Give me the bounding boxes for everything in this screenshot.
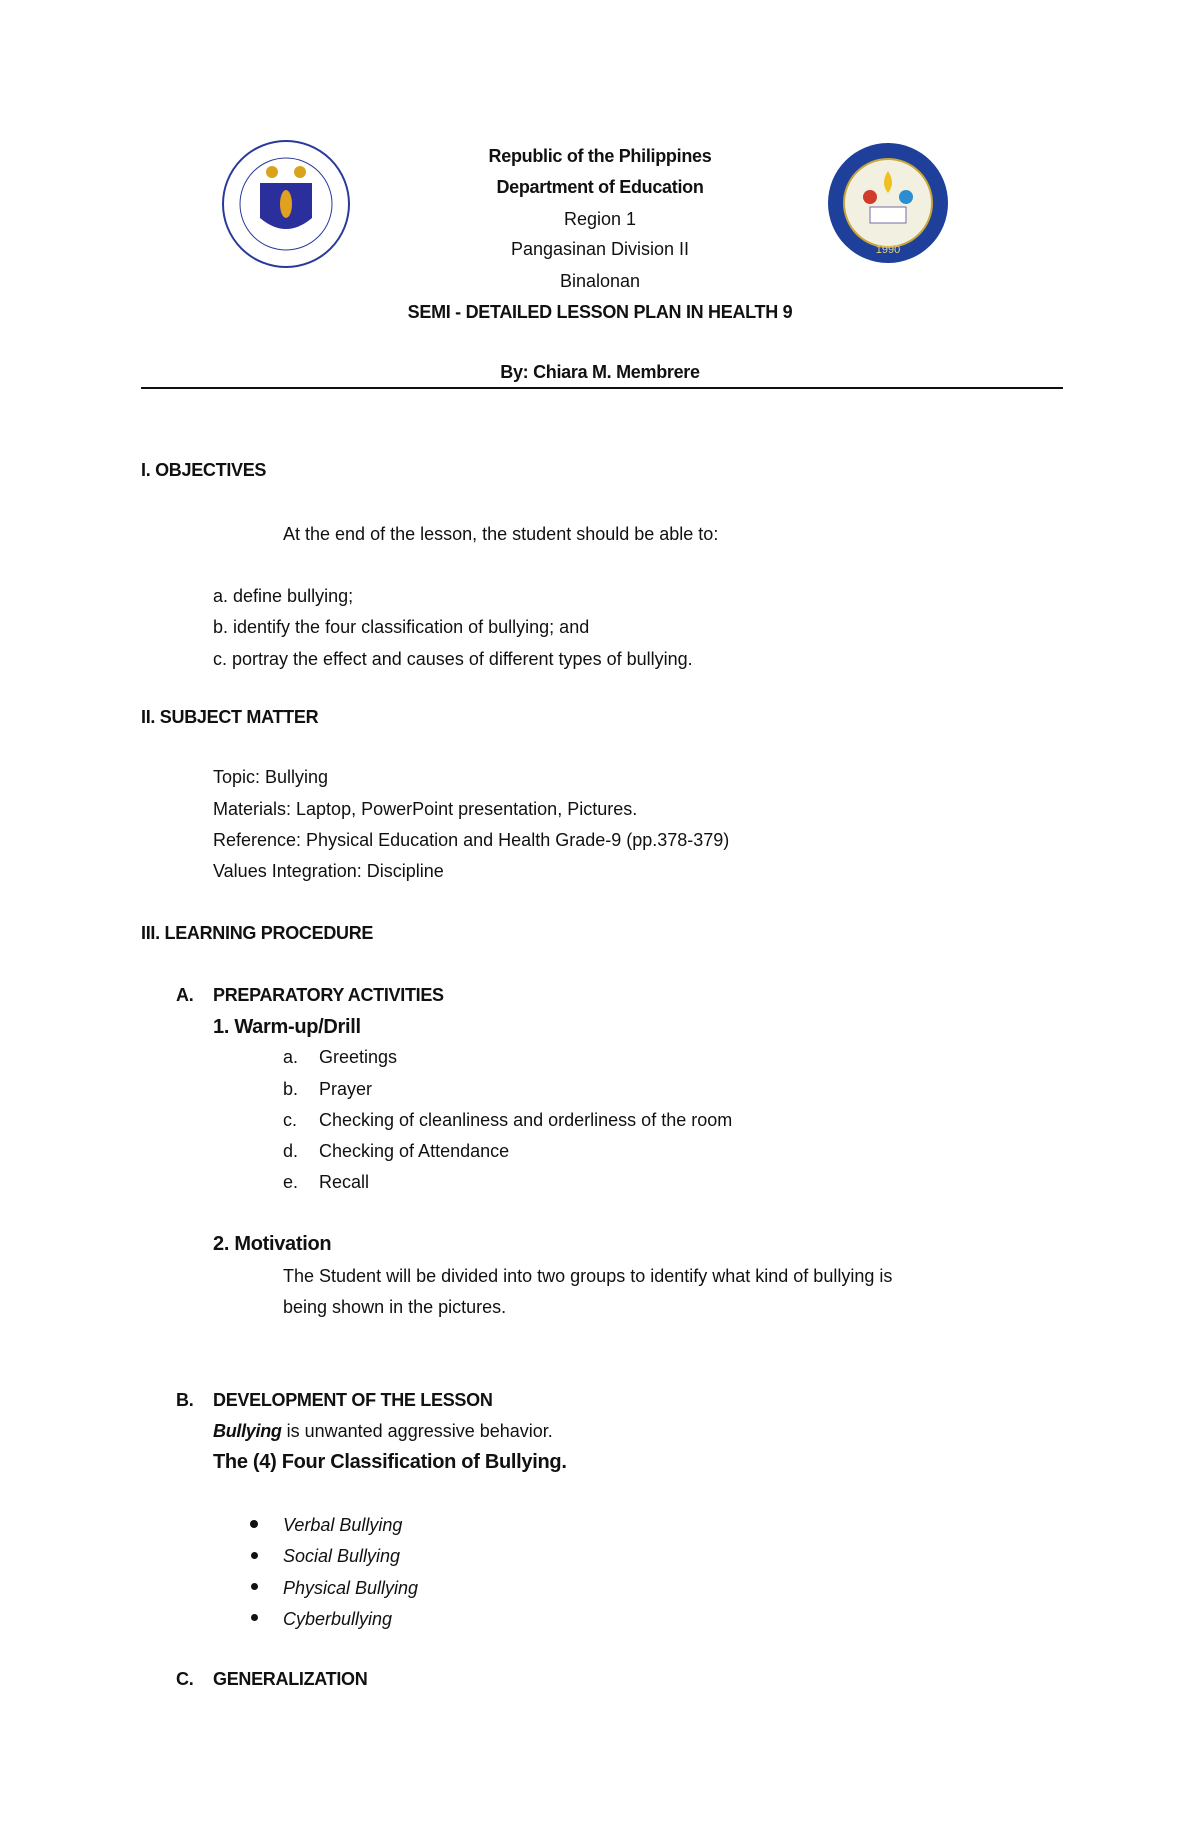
classification-heading: The (4) Four Classification of Bullying. — [213, 1451, 567, 1473]
objectives-heading: I. OBJECTIVES — [141, 460, 267, 480]
bullet-icon — [250, 1520, 258, 1528]
bullet-icon — [251, 1583, 258, 1590]
bullying-type: Verbal Bullying — [283, 1515, 403, 1535]
warmup-letter: d. — [283, 1141, 299, 1161]
warmup-item: Greetings — [319, 1047, 398, 1067]
objectives-intro: At the end of the lesson, the student should be able to: — [283, 524, 719, 544]
author-line: By: Chiara M. Membrere — [500, 362, 700, 382]
warmup-letter: c. — [283, 1110, 298, 1130]
header-republic: Republic of the Philippines — [488, 146, 712, 166]
objective-item: c. portray the effect and causes of different types of bullying. — [213, 649, 693, 669]
section-c-heading: GENERALIZATION — [213, 1669, 368, 1689]
section-c-letter: C. — [176, 1669, 194, 1689]
bullet-icon — [251, 1552, 258, 1559]
warmup-letter: b. — [283, 1079, 299, 1099]
motivation-text: being shown in the pictures. — [283, 1297, 507, 1317]
svg-text:1990: 1990 — [875, 244, 901, 256]
definition-text: is unwanted aggressive behavior. — [281, 1421, 553, 1441]
definition-term: Bullying — [213, 1421, 282, 1441]
subject-topic: Topic: Bullying — [213, 767, 329, 787]
section-a-letter: A. — [176, 985, 194, 1005]
motivation-text: The Student will be divided into two groups to identify what kind of bullying is — [283, 1266, 893, 1286]
header-divider — [141, 387, 1063, 389]
subject-heading: II. SUBJECT MATTER — [141, 707, 319, 727]
bullying-type: Physical Bullying — [283, 1578, 419, 1598]
document-title: SEMI - DETAILED LESSON PLAN IN HEALTH 9 — [407, 302, 793, 322]
subject-reference: Reference: Physical Education and Health Grade-9 (pp.378-379) — [213, 830, 730, 850]
header-division: Pangasinan Division II — [510, 239, 690, 259]
warmup-letter: e. — [283, 1172, 299, 1192]
bullet-icon — [251, 1614, 258, 1621]
warmup-item: Checking of cleanliness and orderliness of the room — [319, 1110, 733, 1130]
bullying-type: Cyberbullying — [283, 1609, 393, 1629]
section-b-heading: DEVELOPMENT OF THE LESSON — [213, 1390, 493, 1410]
motivation-heading: 2. Motivation — [213, 1233, 332, 1255]
header-region: Region 1 — [563, 209, 637, 229]
warmup-item: Recall — [319, 1172, 370, 1192]
bullying-type: Social Bullying — [283, 1546, 401, 1566]
objective-item: a. define bullying; — [213, 586, 354, 606]
section-a-heading: PREPARATORY ACTIVITIES — [213, 985, 444, 1005]
warmup-heading: 1. Warm-up/Drill — [213, 1016, 361, 1038]
warmup-letter: a. — [283, 1047, 299, 1067]
warmup-item: Checking of Attendance — [319, 1141, 510, 1161]
header-municipality: Binalonan — [559, 271, 641, 291]
procedure-heading: III. LEARNING PROCEDURE — [141, 923, 374, 943]
bullying-definition — [213, 1419, 553, 1443]
objective-item: b. identify the four classification of bullying; and — [213, 617, 590, 637]
section-b-letter: B. — [176, 1390, 194, 1410]
header-department: Department of Education — [496, 177, 704, 197]
warmup-item: Prayer — [319, 1079, 373, 1099]
subject-materials: Materials: Laptop, PowerPoint presentation, Pictures. — [213, 799, 638, 819]
subject-values: Values Integration: Discipline — [213, 861, 444, 881]
